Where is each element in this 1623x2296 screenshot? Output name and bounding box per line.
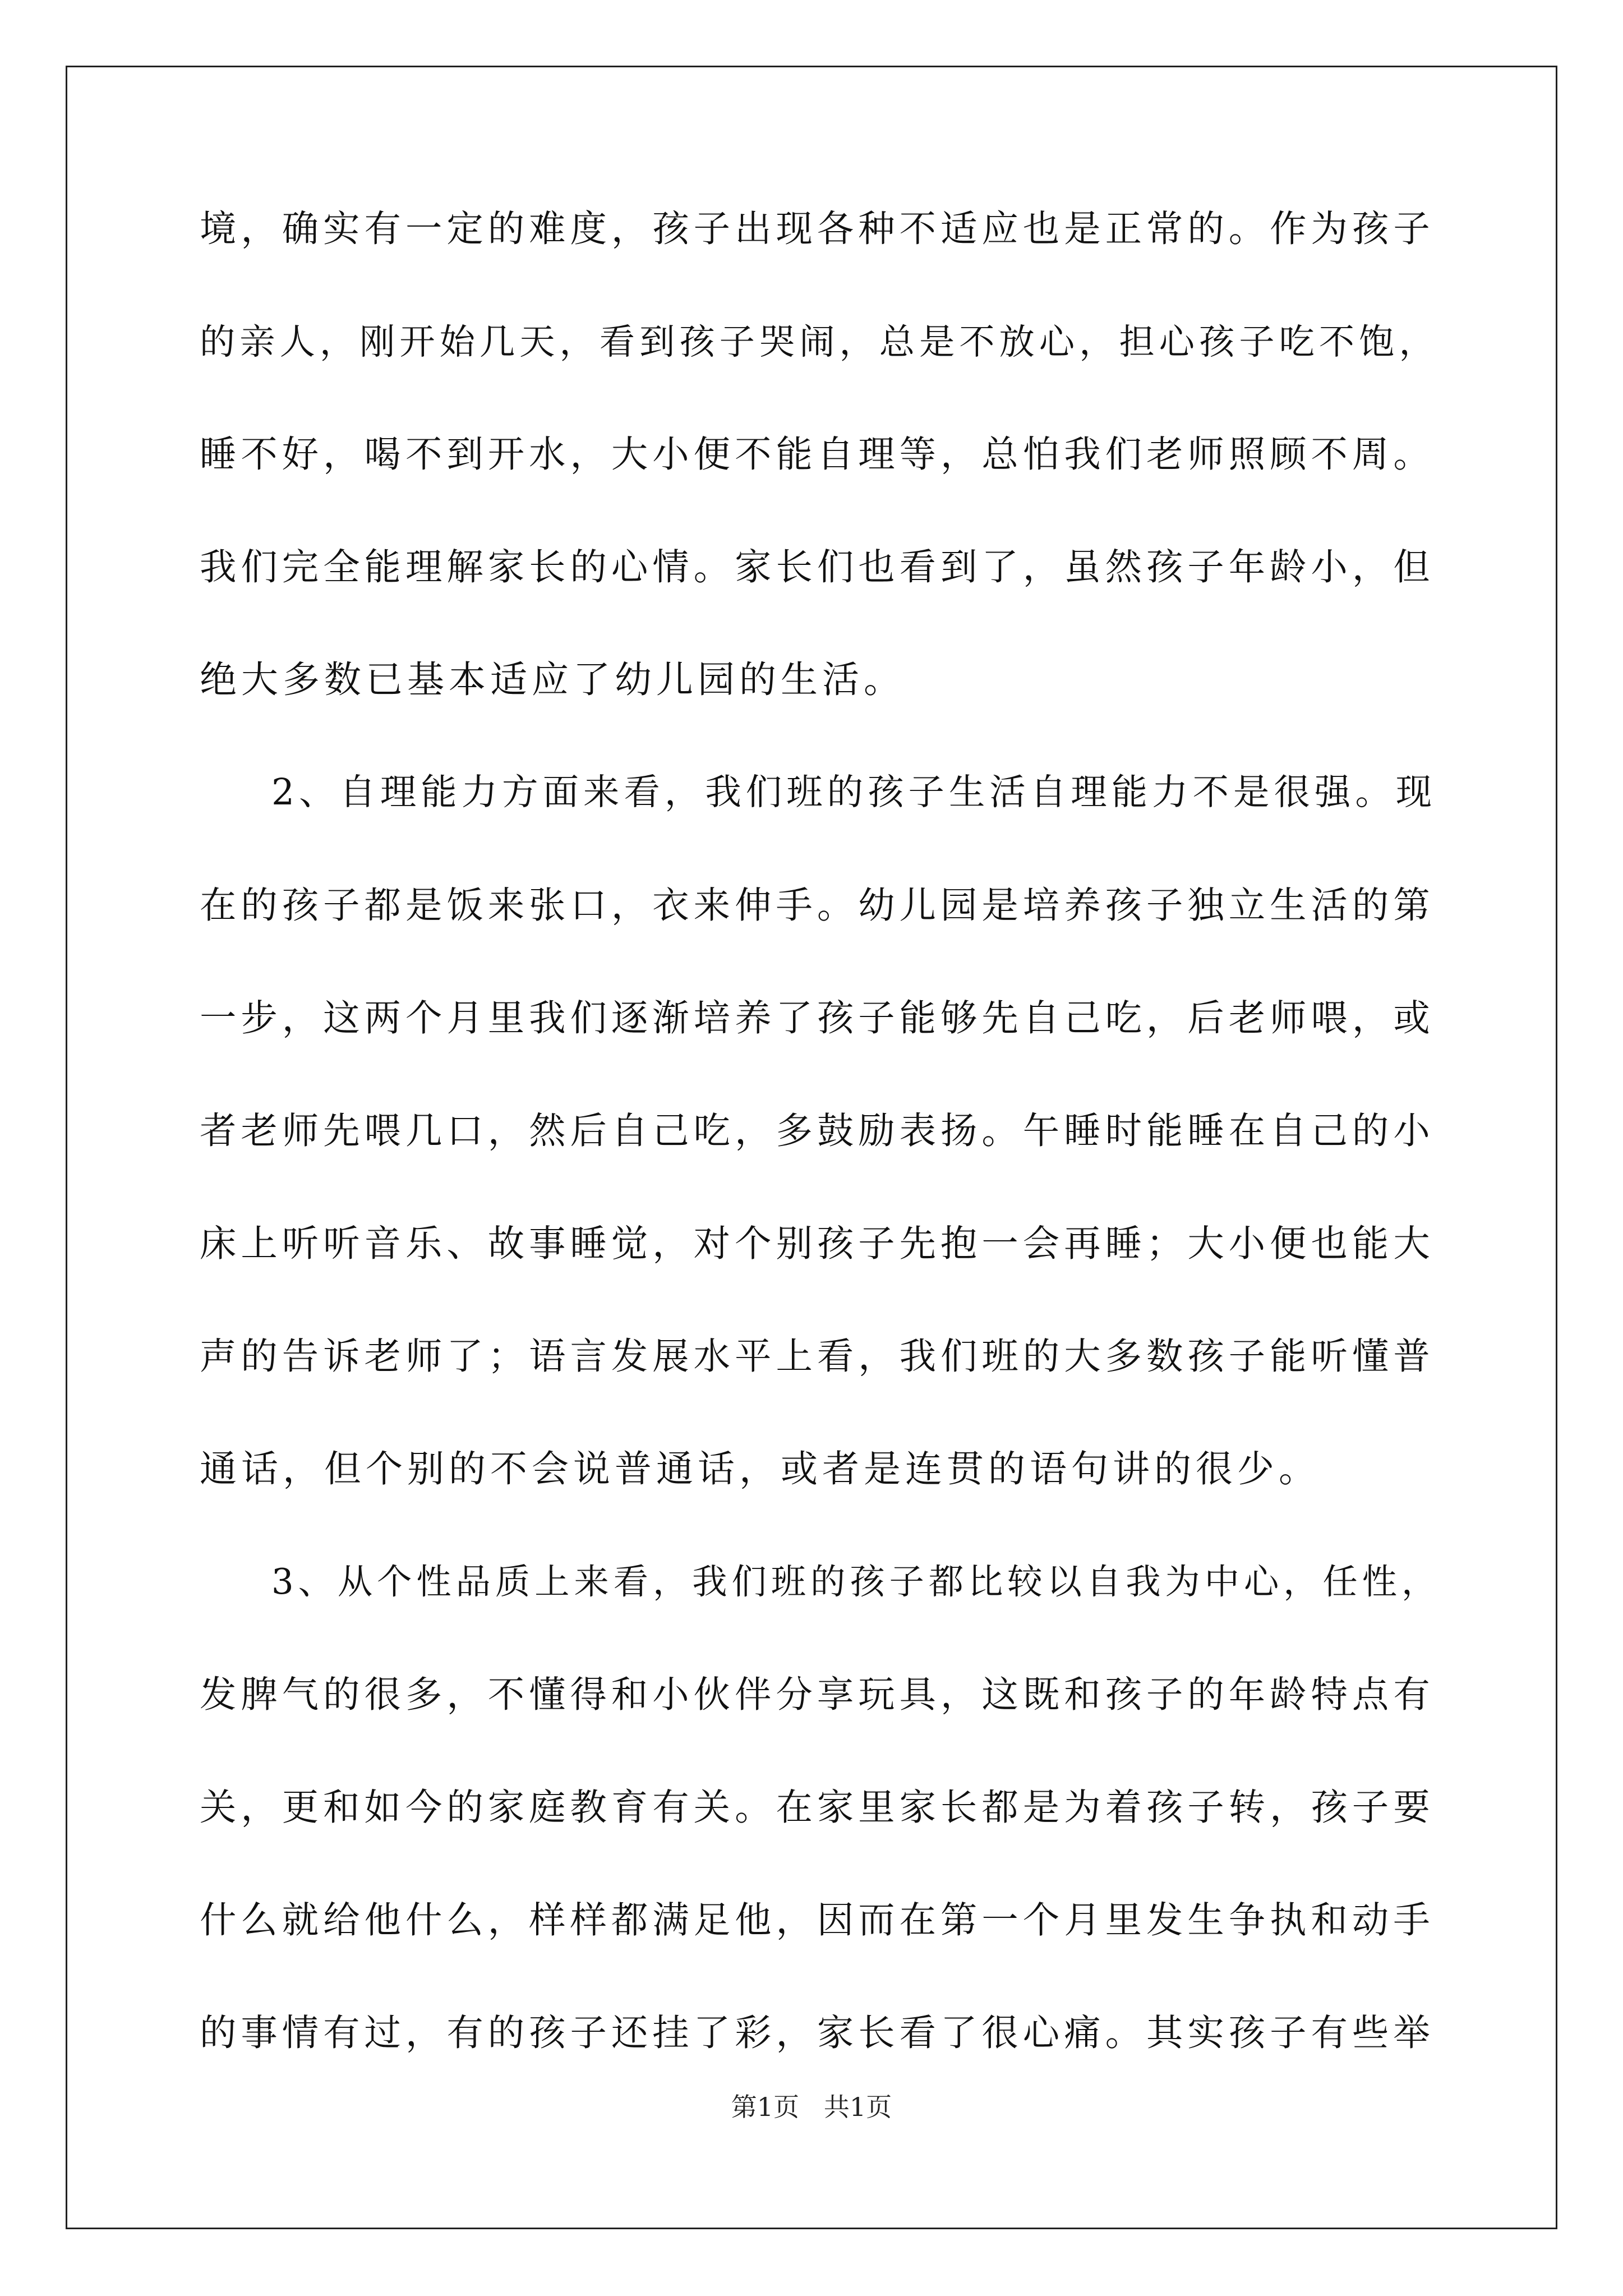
body-text-line: 的亲人，刚开始几天，看到孩子哭闹，总是不放心，担心孩子吃不饱，: [200, 321, 1439, 362]
body-text-line: 者老师先喂几口，然后自己吃，多鼓励表扬。午睡时能睡在自己的小: [200, 1110, 1435, 1152]
body-text-line: 发脾气的很多，不懂得和小伙伴分享玩具，这既和孩子的年龄特点有: [200, 1673, 1435, 1716]
body-text-line: 的事情有过，有的孩子还挂了彩，家长看了很心痛。其实孩子有些举: [200, 2012, 1435, 2054]
body-text-line: 睡不好，喝不到开水，大小便不能自理等，总怕我们老师照顾不周。: [200, 433, 1435, 476]
paragraph-2-first-line: 2、自理能力方面来看，我们班的孩子生活自理能力不是很强。现: [271, 771, 1437, 813]
body-text-line: 在的孩子都是饭来张口，衣来伸手。幼儿园是培养孩子独立生活的第: [200, 884, 1435, 927]
body-text-line: 关，更和如今的家庭教育有关。在家里家长都是为着孩子转，孩子要: [200, 1786, 1435, 1829]
page-footer: 第1页 共1页: [731, 2092, 892, 2122]
body-text-line: 绝大多数已基本适应了幼儿园的生活。: [200, 658, 905, 701]
body-text-line: 我们完全能理解家长的心情。家长们也看到了，虽然孩子年龄小，但: [200, 546, 1435, 588]
body-text-line: 什么就给他什么，样样都满足他，因而在第一个月里发生争执和动手: [200, 1899, 1435, 1941]
body-text-line: 床上听听音乐、故事睡觉，对个别孩子先抱一会再睡；大小便也能大: [200, 1222, 1435, 1265]
body-text-line: 通话，但个别的不会说普通话，或者是连贯的语句讲的很少。: [200, 1447, 1320, 1490]
body-text-line: 声的告诉老师了；语言发展水平上看，我们班的大多数孩子能听懂普: [200, 1335, 1435, 1378]
body-text-line: 一步，这两个月里我们逐渐培养了孩子能够先自己吃，后老师喂，或: [200, 997, 1435, 1039]
body-text-line: 境，确实有一定的难度，孩子出现各种不适应也是正常的。作为孩子: [200, 208, 1435, 250]
paragraph-3-first-line: 3、从个性品质上来看，我们班的孩子都比较以自我为中心，任性，: [271, 1561, 1441, 1602]
